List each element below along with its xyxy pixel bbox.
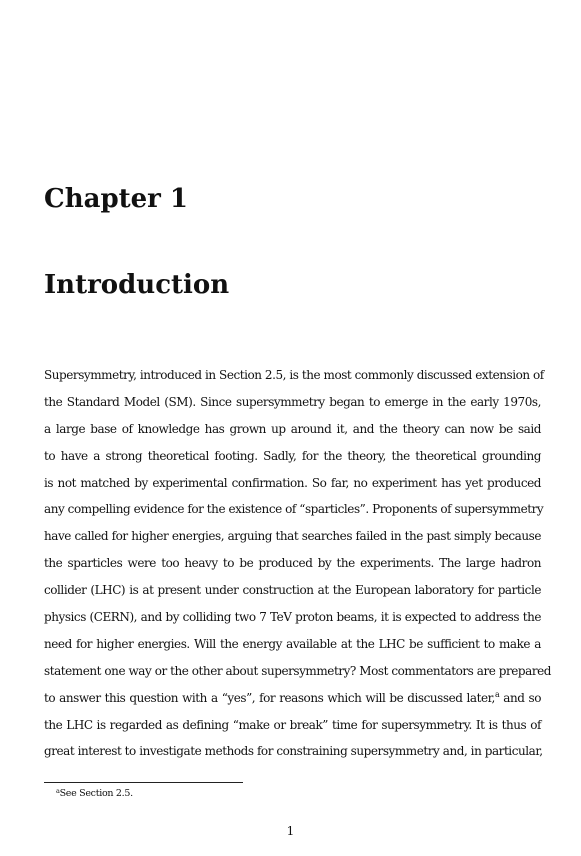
footnote — [56, 787, 133, 801]
body-line-with-footnote — [44, 685, 541, 712]
footnote-label: a — [56, 787, 60, 795]
chapter-title: Introduction — [44, 270, 230, 300]
body-line: Supersymmetry, introduced in Section 2.5, is the most commonly discussed extension of — [44, 368, 544, 382]
footnote-divider — [44, 782, 243, 783]
body-line: collider (LHC) is at present under construction at the European laboratory for particle — [44, 583, 541, 598]
body-line: to have a strong theoretical footing. Sadly, for the theory, the theoretical grounding — [44, 448, 541, 463]
body-line: have called for higher energies, arguing that searches failed in the past simply because — [44, 529, 541, 544]
body-line: is not matched by experimental confirmation. So far, no experiment has yet produced — [44, 475, 541, 490]
body-line-segment: to answer this question with a “yes”, for reasons which will be discussed later, — [44, 690, 495, 705]
body-line: great interest to investigate methods for constraining supersymmetry and, in particular, — [44, 744, 543, 759]
body-line: any compelling evidence for the existence of “sparticles”. Proponents of supersymmetry — [44, 502, 544, 517]
body-line: the sparticles were too heavy to be produced by the experiments. The large hadron — [44, 556, 541, 571]
body-paragraph — [44, 362, 552, 765]
body-line: the Standard Model (SM). Since supersymmetry began to emerge in the early 1970s, — [44, 394, 541, 409]
body-line: physics (CERN), and by colliding two 7 TeV proton beams, it is expected to address the — [44, 610, 541, 625]
body-line: a large base of knowledge has grown up around it, and the theory can now be said — [44, 421, 541, 436]
body-line-segment: and so — [499, 690, 541, 705]
body-line: statement one way or the other about supersymmetry? Most commentators are prepared — [44, 663, 552, 678]
body-line: the LHC is regarded as defining “make or break” time for supersymmetry. It is thus of — [44, 717, 541, 732]
footnote-text: See Section 2.5. — [59, 788, 133, 799]
body-line: need for higher energies. Will the energy available at the LHC be sufficient to make a — [44, 636, 541, 651]
footnote-marker[interactable]: a — [494, 689, 500, 699]
chapter-number: Chapter 1 — [44, 184, 189, 214]
page-number: 1 — [286, 824, 295, 838]
